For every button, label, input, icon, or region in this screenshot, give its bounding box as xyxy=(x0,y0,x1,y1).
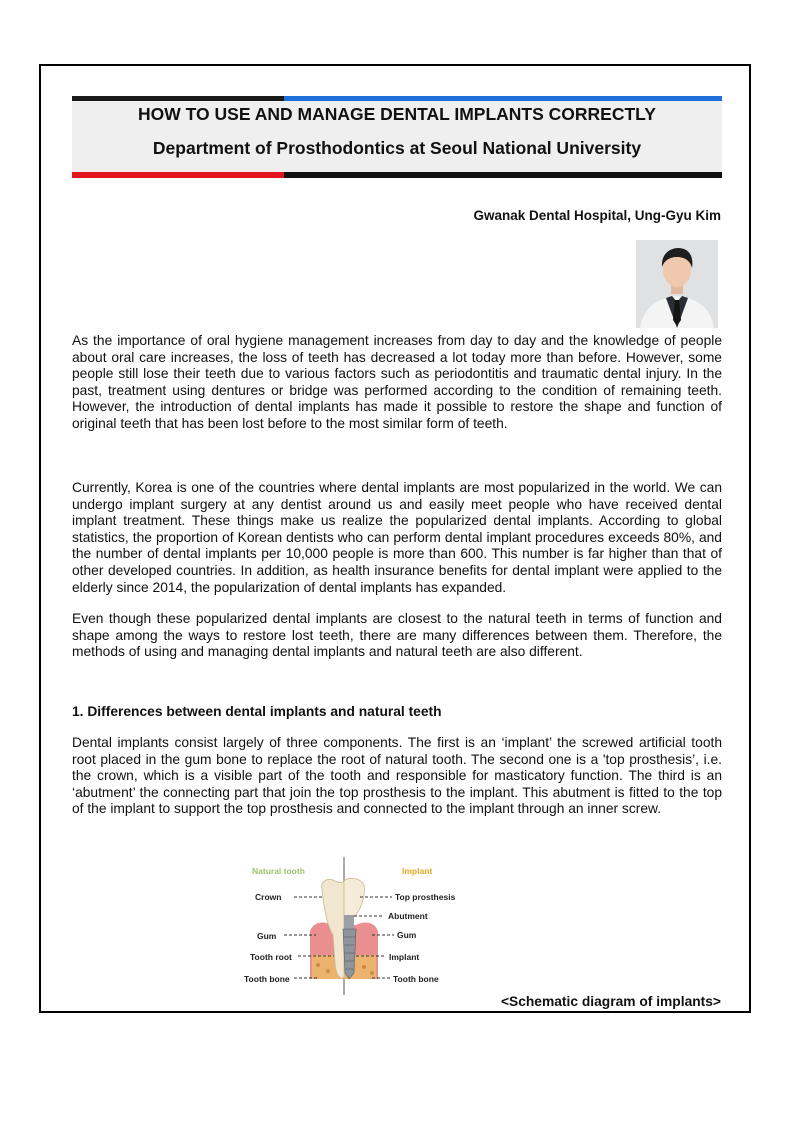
section-heading: 1. Differences between dental implants and natural teeth xyxy=(72,704,442,719)
gum-label-right: Gum xyxy=(397,930,417,940)
accent-bar xyxy=(284,96,722,101)
figure-caption: <Schematic diagram of implants> xyxy=(500,994,721,1009)
author-portrait xyxy=(636,240,718,328)
page-subtitle: Department of Prosthodontics at Seoul National University xyxy=(152,138,642,158)
comparison-paragraph: Even though these popularized dental implants are closest to the natural teeth in terms of function and shape among the ways to restore lost teeth, there are many differences between them. Therefore, the methods of using and managing dental implants and natural teeth are also different. xyxy=(72,611,722,660)
tooth-bone-label-left: Tooth bone xyxy=(244,974,290,984)
title-banner xyxy=(72,96,722,178)
page-title: HOW TO USE AND MANAGE DENTAL IMPLANTS CORRECTLY xyxy=(138,104,656,124)
accent-bar xyxy=(72,172,284,178)
implant-label: Implant xyxy=(389,952,420,962)
accent-bar xyxy=(284,172,722,178)
abutment-label: Abutment xyxy=(388,911,428,921)
top-prosthesis-label: Top prosthesis xyxy=(395,892,456,902)
implant-title: Implant xyxy=(402,866,433,876)
implant-diagram xyxy=(236,855,462,995)
gum-label-left: Gum xyxy=(257,931,277,941)
intro-paragraph: As the importance of oral hygiene management increases from day to day and the knowledge of people about oral care increases, the loss of teeth has decreased a lot today more than before. However, some people still lose their teeth due to various factors such as periodontitis and traumatic dental injury. In the past, treatment using dentures or bridge was performed according to the condition of remaining teeth. However, the introduction of dental implants has made it possible to restore the shape and function of original teeth that has been lost before to the most similar form of teeth. xyxy=(72,333,722,431)
section-body: Dental implants consist largely of three components. The first is an ‘implant’ the screwed artificial tooth root placed in the gum bone to replace the root of natural tooth. The second one is a 'top prosthesis’, i.e. the crown, which is a visible part of the tooth and responsible for masticatory function. The third is an ‘abutment’ the connecting part that join the top prosthesis to the implant. This abutment is fitted to the top of the implant to support the top prosthesis and connected to the implant through an inner screw. xyxy=(72,735,722,817)
tooth-bone-label-right: Tooth bone xyxy=(393,974,439,984)
tooth-root-label: Tooth root xyxy=(250,952,292,962)
author-line: Gwanak Dental Hospital, Ung-Gyu Kim xyxy=(473,208,721,223)
crown-label: Crown xyxy=(255,892,282,902)
natural-tooth-title: Natural tooth xyxy=(252,866,305,876)
statistics-paragraph: Currently, Korea is one of the countries where dental implants are most popularized in the world. We can undergo implant surgery at any dentist around us and easily meet people who have received dental implant treatment. These things make us realize the popularized dental implants. According to global statistics, the proportion of Korean dentists who can perform dental implant procedures exceeds 80%, and the number of dental implants per 10,000 people is more than 600. This number is far higher than that of other developed countries. In addition, as health insurance benefits for dental implant were applied to the elderly since 2014, the popularization of dental implants has expanded. xyxy=(72,480,722,595)
accent-bar xyxy=(72,96,284,101)
